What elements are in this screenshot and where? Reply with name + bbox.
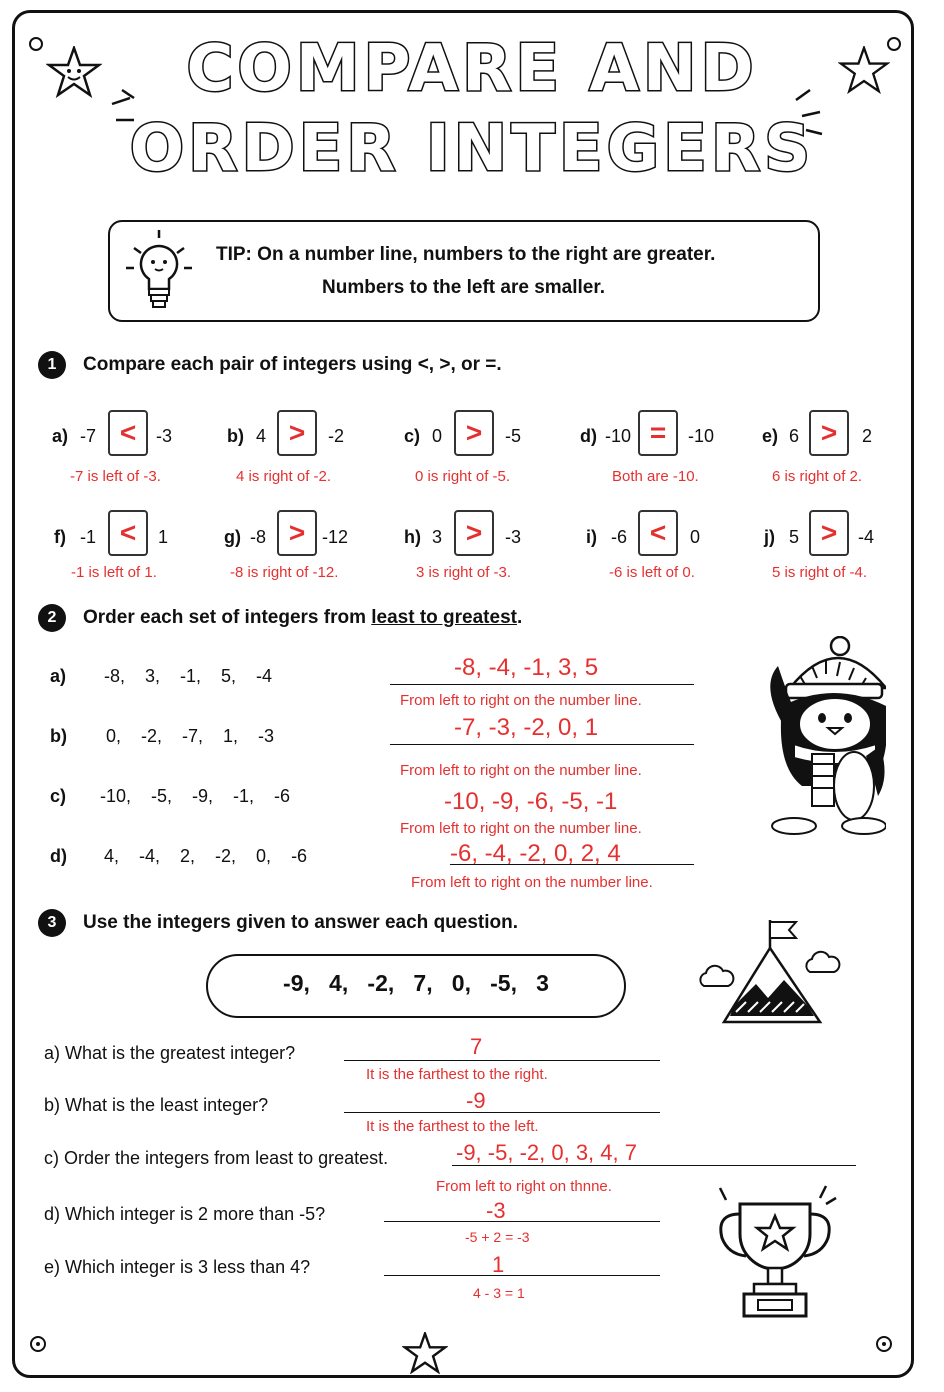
compare-note: -8 is right of -12.: [230, 564, 339, 581]
question-answer: -3: [486, 1198, 506, 1223]
right-number: -3: [505, 527, 522, 547]
compare-box[interactable]: >: [809, 510, 849, 556]
answer-line: [450, 864, 694, 865]
section-3-badge: 3: [38, 909, 66, 937]
section-2-badge: 2: [38, 604, 66, 632]
left-number: -6: [611, 527, 628, 547]
question-note: From left to right on thnne.: [436, 1178, 612, 1195]
compare-box[interactable]: >: [277, 510, 317, 556]
left-number: -1: [80, 527, 97, 547]
order-note: From left to right on the number line.: [400, 692, 642, 709]
title-line-2: ORDER INTEGERS: [129, 112, 815, 186]
question-d: d) Which integer is 2 more than -5?: [44, 1204, 326, 1224]
item-letter: j): [764, 527, 775, 547]
right-number: 1: [158, 527, 169, 547]
right-number: -4: [858, 527, 875, 547]
item-letter: e): [762, 426, 779, 446]
order-answer: -10, -9, -6, -5, -1: [444, 788, 618, 815]
item-letter: c): [50, 786, 67, 806]
item-letter: b): [50, 726, 67, 746]
item-letter: i): [586, 527, 597, 547]
integer-list: -9, 4, -2, 7, 0, -5, 3: [283, 970, 549, 996]
answer-line: [344, 1060, 660, 1061]
order-note: From left to right on the number line.: [411, 874, 653, 891]
question-answer: -9, -5, -2, 0, 3, 4, 7: [456, 1140, 637, 1165]
cloud-icon: [802, 948, 842, 976]
item-letter: c): [404, 426, 421, 446]
order-answer: -7, -3, -2, 0, 1: [454, 714, 599, 741]
answer-line: [384, 1275, 660, 1276]
right-number: 0: [690, 527, 701, 547]
compare-note: 4 is right of -2.: [236, 468, 332, 485]
question-note: -5 + 2 = -3: [465, 1229, 530, 1245]
right-number: -5: [505, 426, 522, 446]
tip-line-2: Numbers to the left are smaller.: [322, 277, 605, 298]
right-number: 2: [862, 426, 873, 446]
compare-note: 3 is right of -3.: [416, 564, 512, 581]
left-number: 0: [432, 426, 443, 446]
compare-box[interactable]: <: [638, 510, 678, 556]
order-note: From left to right on the number line.: [400, 820, 642, 837]
section-1-heading: Compare each pair of integers using <, >, or =.: [83, 354, 502, 375]
order-answer: -6, -4, -2, 0, 2, 4: [450, 840, 621, 867]
right-number: -3: [156, 426, 173, 446]
tip-line-1: TIP: On a number line, numbers to the right are greater.: [216, 244, 716, 265]
lightbulb-icon: [122, 226, 196, 318]
question-c: c) Order the integers from least to greatest.: [44, 1148, 389, 1168]
compare-box[interactable]: >: [809, 410, 849, 456]
item-letter: f): [54, 527, 66, 547]
compare-note: 5 is right of -4.: [772, 564, 868, 581]
compare-box[interactable]: =: [638, 410, 678, 456]
item-letter: g): [224, 527, 241, 547]
left-number: -8: [250, 527, 267, 547]
question-answer: 1: [492, 1252, 505, 1277]
compare-note: -6 is left of 0.: [609, 564, 695, 581]
left-number: 4: [256, 426, 267, 446]
question-answer: -9: [466, 1088, 486, 1113]
item-letter: h): [404, 527, 421, 547]
trophy-icon: [700, 1180, 850, 1330]
right-number: -12: [322, 527, 349, 547]
answer-line: [390, 684, 694, 685]
compare-box[interactable]: >: [454, 410, 494, 456]
integer-set: 4, -4, 2, -2, 0, -6: [104, 846, 308, 866]
item-letter: a): [50, 666, 67, 686]
compare-note: -7 is left of -3.: [70, 468, 161, 485]
cloud-icon: [696, 962, 736, 990]
order-note: From left to right on the number line.: [400, 762, 642, 779]
answer-line: [452, 1165, 856, 1166]
question-answer: 7: [470, 1034, 483, 1059]
integer-set: -8, 3, -1, 5, -4: [104, 666, 273, 686]
compare-box[interactable]: <: [108, 410, 148, 456]
compare-note: 0 is right of -5.: [415, 468, 511, 485]
answer-line: [384, 1221, 660, 1222]
compare-box[interactable]: <: [108, 510, 148, 556]
question-b: b) What is the least integer?: [44, 1095, 269, 1115]
compare-note: -1 is left of 1.: [71, 564, 157, 581]
question-e: e) Which integer is 3 less than 4?: [44, 1257, 311, 1277]
section-2-heading: Order each set of integers from least to greatest.: [83, 607, 523, 628]
star-icon: [402, 1332, 448, 1374]
item-letter: b): [227, 426, 244, 446]
compare-box[interactable]: >: [277, 410, 317, 456]
section-1-badge: 1: [38, 351, 66, 379]
penguin-icon: [760, 636, 886, 842]
section-3-heading: Use the integers given to answer each question.: [83, 912, 519, 933]
left-number: -7: [80, 426, 97, 446]
item-letter: d): [580, 426, 597, 446]
answer-line: [390, 744, 694, 745]
item-letter: a): [52, 426, 69, 446]
answer-line: [344, 1112, 660, 1113]
compare-note: 6 is right of 2.: [772, 468, 863, 485]
left-number: 6: [789, 426, 800, 446]
left-number: -10: [605, 426, 632, 446]
integer-set: -10, -5, -9, -1, -6: [100, 786, 291, 806]
question-note: 4 - 3 = 1: [473, 1285, 525, 1301]
right-number: -10: [688, 426, 715, 446]
question-note: It is the farthest to the right.: [366, 1066, 548, 1083]
title-line-1: COMPARE AND: [186, 32, 758, 106]
integer-set: 0, -2, -7, 1, -3: [106, 726, 275, 746]
question-note: It is the farthest to the left.: [366, 1118, 539, 1135]
question-a: a) What is the greatest integer?: [44, 1043, 296, 1063]
compare-note: Both are -10.: [612, 468, 699, 485]
tip-box: [108, 220, 820, 322]
right-number: -2: [328, 426, 345, 446]
left-number: 5: [789, 527, 800, 547]
compare-box[interactable]: >: [454, 510, 494, 556]
left-number: 3: [432, 527, 443, 547]
order-answer: -8, -4, -1, 3, 5: [454, 654, 599, 681]
item-letter: d): [50, 846, 67, 866]
